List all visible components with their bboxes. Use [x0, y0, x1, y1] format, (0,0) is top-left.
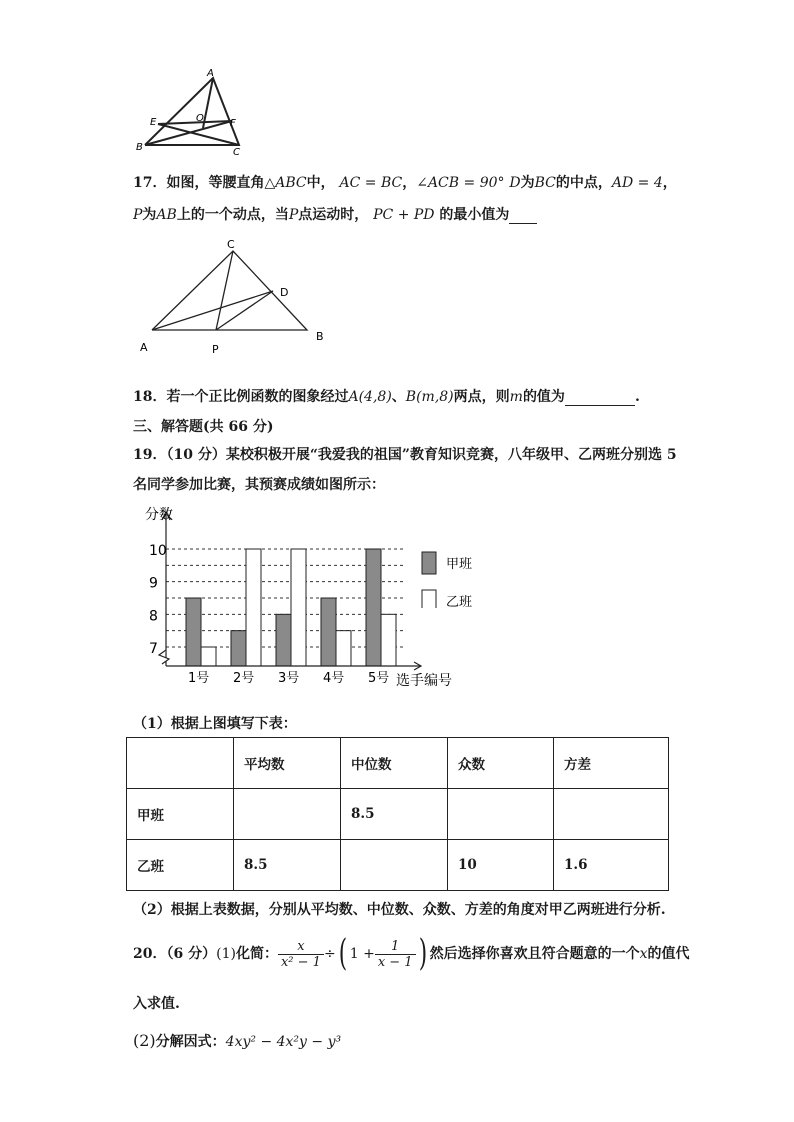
q18-answer-blank[interactable] — [565, 391, 635, 406]
q20-divide: ÷ — [323, 946, 336, 962]
q20-part2-marker: (2) — [133, 1031, 156, 1050]
q17-text: 为 — [142, 207, 157, 223]
q17-expr: PC + PD — [373, 207, 435, 223]
q17-text: 上的一个动点，当 — [176, 207, 289, 223]
fraction-denominator: x² − 1 — [278, 954, 324, 970]
q18-point-a: A(4,8) — [348, 389, 392, 405]
label-c: C — [227, 238, 235, 251]
chart-legend — [420, 548, 500, 608]
table-cell[interactable] — [448, 789, 554, 840]
label-o: O — [196, 113, 204, 124]
table-cell: 乙班 — [127, 840, 234, 891]
bar-jia — [186, 598, 201, 666]
x-tick-label: 5号 — [368, 671, 390, 686]
q20-text: 分解因式： — [155, 1034, 226, 1050]
label-d: D — [280, 286, 289, 299]
bar-jia — [321, 598, 336, 666]
q17-sep: ， — [402, 175, 417, 191]
table-row — [127, 789, 669, 840]
fraction-denominator: x − 1 — [375, 954, 416, 970]
q20-text: 的值代 — [647, 946, 690, 962]
label-a: A — [140, 341, 148, 354]
table-row — [127, 840, 669, 891]
right-paren: ) — [418, 933, 427, 974]
bar-yi — [291, 549, 306, 666]
table-cell[interactable] — [234, 789, 341, 840]
y-tick-label: 9 — [149, 575, 158, 592]
q17-text: 如图，等腰直角 — [166, 175, 265, 191]
q17-angle: ∠ACB = 90° — [416, 175, 505, 191]
triangle-figure-16 — [133, 66, 253, 156]
q17-d: D — [509, 175, 521, 191]
q20-x: x — [639, 946, 648, 962]
table-cell — [127, 738, 234, 789]
q17-text: 中， — [306, 175, 335, 191]
q17-p: P — [288, 207, 299, 223]
bar-yi — [201, 647, 216, 666]
q17-text: 点运动时， — [298, 207, 369, 223]
x-tick-label: 4号 — [323, 671, 345, 686]
table-cell[interactable] — [341, 840, 448, 891]
q17-text: 为 — [520, 175, 535, 191]
q17-triangle: △ABC — [264, 175, 307, 191]
q20-number: 20．（6 分） — [133, 946, 217, 962]
q20-one: 1 + — [349, 946, 375, 962]
table-cell: 中位数 — [341, 738, 448, 789]
q17-p: P — [133, 207, 143, 223]
table-header-row — [127, 738, 669, 789]
q18-point-b: B(m,8) — [405, 389, 454, 405]
q20-expr: 4xy² − 4x²y − y³ — [225, 1034, 342, 1050]
bar-jia — [366, 549, 381, 666]
q17-answer-blank[interactable] — [509, 209, 537, 224]
q18-number: 18． — [133, 389, 167, 405]
table-cell: 众数 — [448, 738, 554, 789]
q20-part1-marker: (1) — [216, 946, 236, 962]
section-header: 三、解答题(共 66 分) — [133, 419, 274, 435]
label-p: P — [212, 343, 219, 356]
q18-line — [133, 386, 640, 406]
q17-line1 — [133, 172, 677, 192]
y-axis-title: 分数 — [145, 507, 173, 523]
label-f: F — [230, 118, 236, 129]
score-table — [126, 737, 669, 891]
legend-label-yi: 乙班 — [446, 595, 473, 608]
q18-text: 两点，则 — [453, 389, 510, 405]
label-a: A — [207, 68, 214, 79]
legend-swatch-jia — [422, 552, 436, 574]
legend-swatch-yi — [422, 590, 436, 608]
label-e: E — [150, 117, 157, 128]
q17-bc: BC — [534, 175, 556, 191]
q19-sub2: （2）根据上表数据，分别从平均数、中位数、众数、方差的角度对甲乙两班进行分析. — [133, 902, 666, 918]
bar-yi — [336, 631, 351, 666]
table-cell: 10 — [448, 840, 554, 891]
left-paren: ( — [338, 933, 347, 974]
x-axis-title: 选手编号 — [396, 673, 452, 689]
q18-sep: 、 — [391, 389, 406, 405]
q18-end: . — [634, 389, 640, 405]
q19-sub1: （1）根据上图填写下表： — [133, 716, 297, 732]
fraction-numerator: 1 — [391, 938, 400, 954]
table-cell: 平均数 — [234, 738, 341, 789]
table-cell: 方差 — [554, 738, 669, 789]
triangle-figure-17 — [130, 236, 335, 356]
q20-line1 — [133, 933, 690, 974]
q19-line2: 名同学参加比赛，其预赛成绩如图所示： — [133, 477, 385, 493]
q17-ab: AB — [156, 207, 177, 223]
axis-break — [159, 650, 169, 664]
q17-number: 17． — [133, 175, 167, 191]
q17-line2 — [133, 204, 537, 224]
q17-comma: ， — [662, 175, 677, 191]
x-tick-label: 2号 — [233, 671, 255, 686]
q20-line3 — [133, 1031, 341, 1051]
q17-ad: AD = 4 — [611, 175, 663, 191]
q19-line1: 19．（10 分）某校积极开展“我爱我的祖国”教育知识竞赛，八年级甲、乙两班分别选 5 — [133, 447, 677, 463]
q17-eq: AC = BC — [339, 175, 403, 191]
y-tick-label: 7 — [149, 641, 158, 657]
bar-yi — [381, 614, 396, 666]
q17-text: 的最小值为 — [439, 207, 510, 223]
q20-fraction2 — [375, 939, 416, 970]
q18-text: 若一个正比例函数的图象经过 — [166, 389, 349, 405]
table-cell: 8.5 — [234, 840, 341, 891]
q18-text: 的值为 — [522, 389, 565, 405]
label-b: B — [316, 330, 324, 343]
x-tick-label: 3号 — [278, 671, 300, 686]
table-cell: 1.6 — [554, 840, 669, 891]
chart-bars — [186, 549, 396, 666]
fraction-numerator: x — [297, 938, 305, 954]
label-c: C — [233, 147, 240, 156]
q18-m: m — [509, 389, 523, 405]
q17-text: 的中点， — [555, 175, 612, 191]
table-cell: 甲班 — [127, 789, 234, 840]
y-tick-label: 8 — [149, 608, 158, 625]
bar-jia — [276, 614, 291, 666]
legend-label-jia: 甲班 — [446, 557, 473, 572]
q20-fraction1 — [278, 939, 324, 970]
q20-text: 然后选择你喜欢且符合题意的一个 — [429, 946, 640, 962]
x-tick-label: 1号 — [188, 671, 210, 686]
table-cell: 8.5 — [341, 789, 448, 840]
table-cell[interactable] — [554, 789, 669, 840]
q20-text: 化简： — [235, 946, 278, 962]
bar-yi — [246, 549, 261, 666]
label-b: B — [136, 142, 143, 153]
q20-line2: 入求值. — [133, 996, 180, 1012]
bar-jia — [231, 631, 246, 666]
y-tick-label: 10 — [149, 543, 167, 559]
